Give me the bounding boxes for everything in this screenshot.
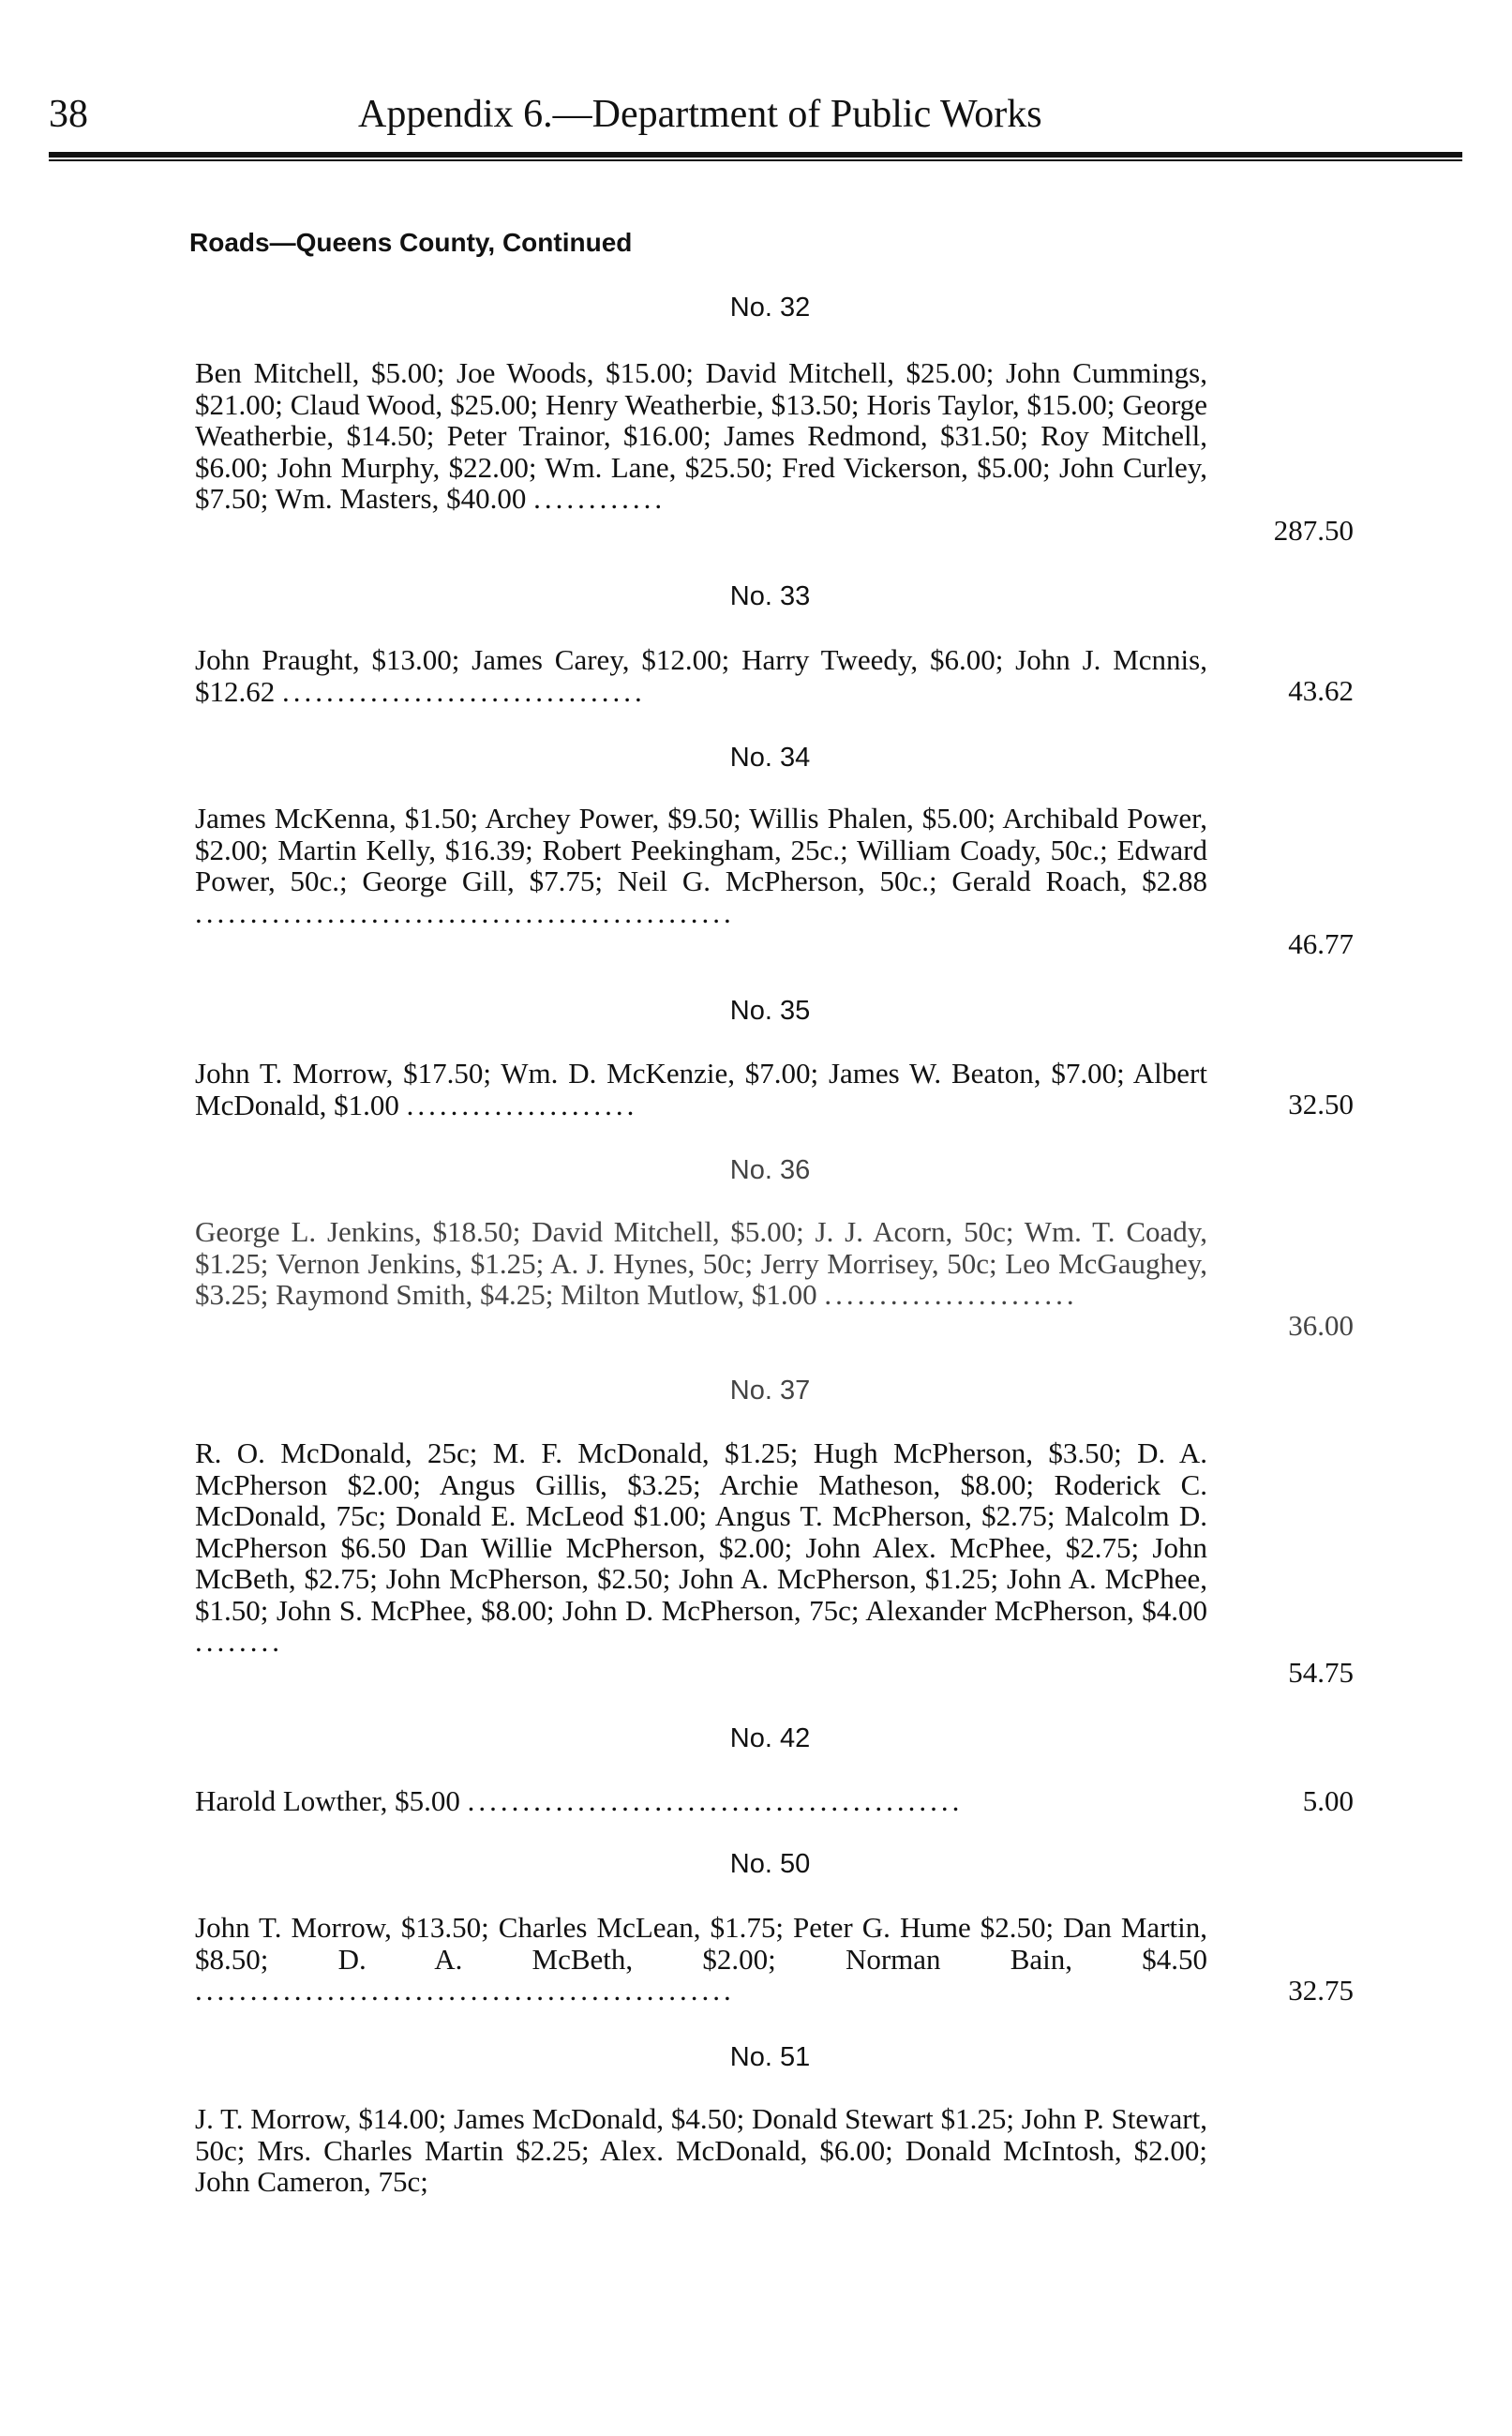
section-heading: No. 37	[729, 1376, 811, 1406]
section-heading: No. 51	[729, 2042, 811, 2072]
entry-text: John T. Morrow, $13.50; Charles McLean, $1.75; Peter G. Hume $2.50; Dan Martin, $8.50; D. A. McBeth, $2.00; Norman Bain, $4.50	[195, 1911, 1207, 1976]
section-amount: 36.00	[1288, 1309, 1354, 1342]
dot-leader: .....................	[406, 1088, 638, 1121]
page-number: 38	[49, 93, 88, 136]
section-heading: No. 50	[729, 1849, 811, 1879]
section-amount: 54.75	[1288, 1656, 1354, 1689]
section-entry	[195, 803, 1207, 928]
section-amount: 46.77	[1288, 927, 1354, 960]
dot-leader: .......................	[824, 1278, 1078, 1311]
entry-text: R. O. McDonald, 25c; M. F. McDonald, $1.25; Hugh McPherson, $3.50; D. A. McPherson $2.00; Angus Gillis, $3.25; Archie Matheson, $8.00; Roderick C. McDonald, 75c; Donald E. McLeod $1.00; Angus T. McPherson, $2.75; Malcolm D. McPherson $6.50 Dan Willie McPherson, $2.00; John Alex. McPhee, $2.75; John McBeth, $2.75; John McPherson, $2.50; John A. McPherson, $1.25; John A. McPhee, $1.50; John S. McPhee, $8.00; John D. McPherson, 75c; Alexander McPherson, $4.00	[195, 1436, 1207, 1627]
entry-text: John Praught, $13.00; James Carey, $12.00; Harry Tweedy, $6.00; John J. Mcnnis, $12.62	[195, 643, 1207, 708]
dot-leader: .............................................	[467, 1784, 964, 1817]
section-amount: 287.50	[1273, 514, 1354, 547]
section-amount: 43.62	[1288, 674, 1354, 707]
entry-text: James McKenna, $1.50; Archey Power, $9.50; Willis Phalen, $5.00; Archibald Power, $2.00; Martin Kelly, $16.39; Robert Peekingham, 25c.; William Coady, 50c.; Edward Power, 50c.; George Gill, $7.75; Neil G. McPherson, 50c.; Gerald Roach, $2.88	[195, 802, 1207, 897]
section-entry	[195, 2103, 1207, 2198]
section-entry	[195, 1058, 1207, 1120]
section-heading: No. 35	[729, 996, 811, 1026]
dot-leader: .................................	[282, 674, 646, 708]
section-amount: 32.75	[1288, 1974, 1354, 2007]
entry-text: John T. Morrow, $17.50; Wm. D. McKenzie, $7.00; James W. Beaton, $7.00; Albert McDonald, $1.00	[195, 1057, 1207, 1121]
header-rule	[49, 152, 1462, 158]
section-heading: No. 36	[729, 1155, 811, 1185]
section-amount: 32.50	[1288, 1088, 1354, 1120]
entry-text: J. T. Morrow, $14.00; James McDonald, $4.50; Donald Stewart $1.25; John P. Stewart, 50c; Mrs. Charles Martin $2.25; Alex. McDonald, $6.00; Donald McIntosh, $2.00; John Cameron, 75c;	[195, 2102, 1207, 2198]
page-header	[49, 92, 1464, 158]
entry-text: Harold Lowther, $5.00	[195, 1784, 460, 1817]
section-entry	[195, 1785, 1207, 1817]
section-heading: No. 34	[729, 743, 811, 773]
dot-leader: .................................................	[195, 895, 735, 929]
section-entry	[195, 644, 1207, 707]
section-subtitle: Roads—Queens County, Continued	[189, 228, 633, 257]
section-amount: 5.00	[1302, 1784, 1354, 1817]
section-heading: No. 42	[729, 1723, 811, 1753]
entry-text: Ben Mitchell, $5.00; Joe Woods, $15.00; David Mitchell, $25.00; John Cummings, $21.00; Claud Wood, $25.00; Henry Weatherbie, $13.50; Horis Taylor, $15.00; George Weatherbie, $14.50; Peter Trainor, $16.00; James Redmond, $31.50; Roy Mitchell, $6.00; John Murphy, $22.00; Wm. Lane, $25.50; Fred Vickerson, $5.00; John Curley, $7.50; Wm. Masters, $40.00	[195, 356, 1207, 515]
section-entry	[195, 1216, 1207, 1311]
header-rule-thin	[49, 159, 1462, 161]
section-heading: No. 33	[729, 581, 811, 611]
dot-leader: ........	[195, 1625, 283, 1658]
section-entry	[195, 357, 1207, 515]
page-title: Appendix 6.—Department of Public Works	[358, 93, 1042, 136]
entry-text: George L. Jenkins, $18.50; David Mitchell, $5.00; J. J. Acorn, 50c; Wm. T. Coady, $1.25; Vernon Jenkins, $1.25; A. J. Hynes, 50c; Jerry Morrisey, 50c; Leo McGaughey, $3.25; Raymond Smith, $4.25; Milton Mutlow, $1.00	[195, 1215, 1207, 1311]
section-entry	[195, 1912, 1207, 2007]
dot-leader: ............	[533, 482, 666, 515]
dot-leader: .................................................	[195, 1974, 735, 2007]
section-heading: No. 32	[729, 293, 811, 323]
section-entry	[195, 1437, 1207, 1658]
